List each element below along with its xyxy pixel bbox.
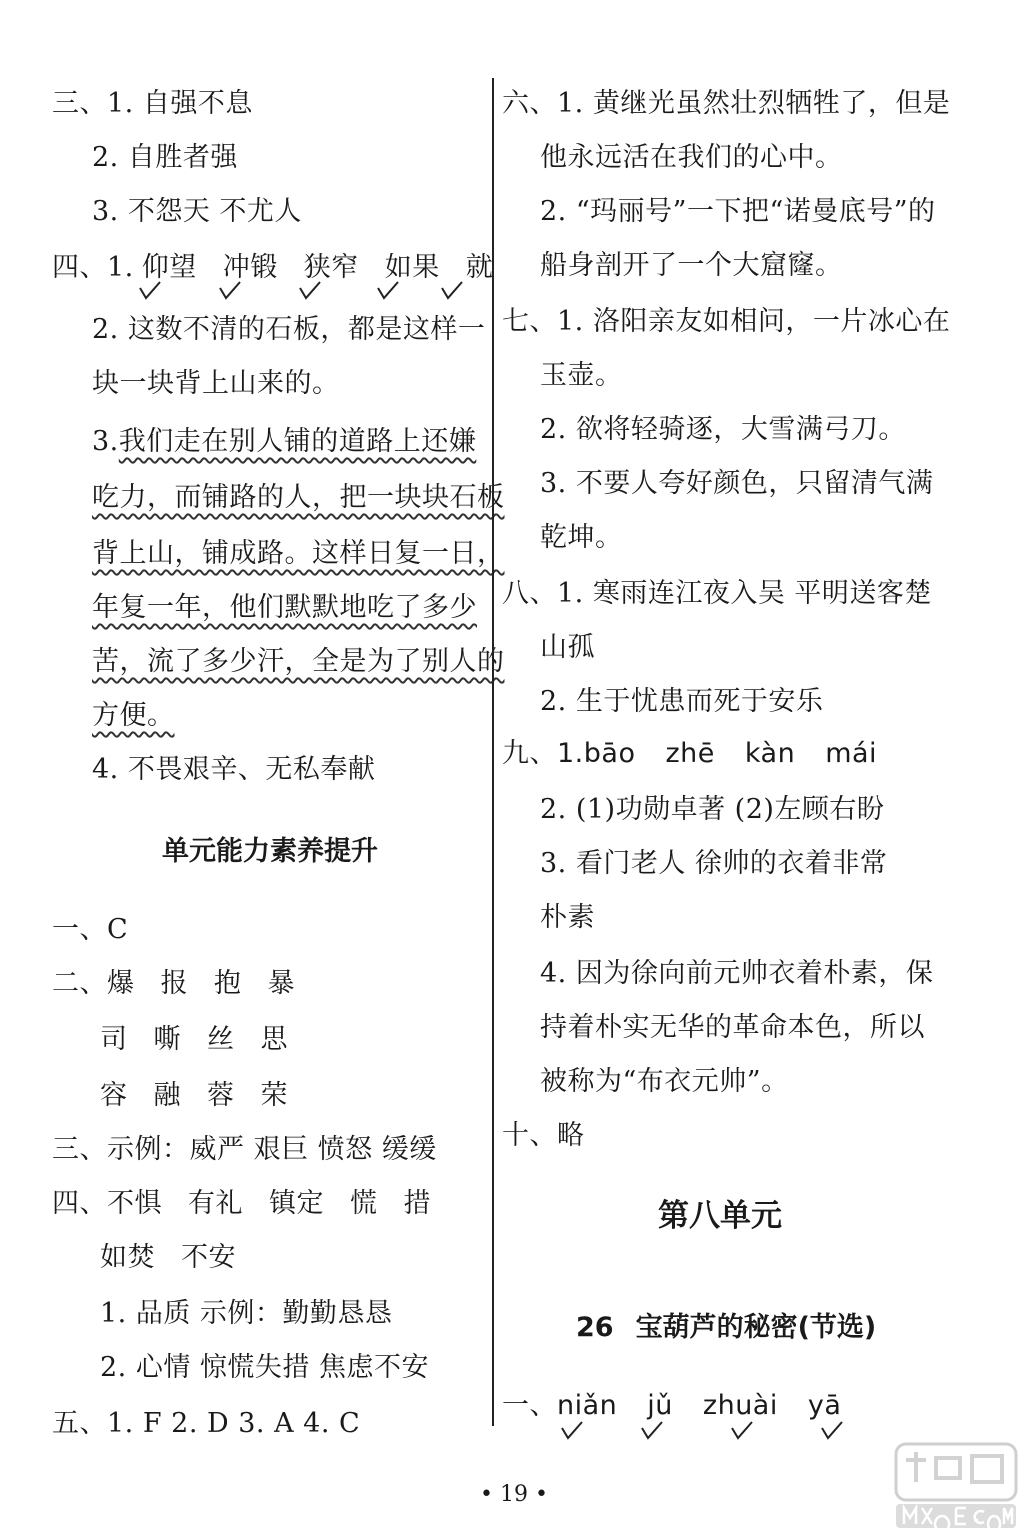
check-mark-icon bbox=[822, 1422, 842, 1438]
word: 有礼 bbox=[188, 1188, 243, 1219]
char: 容 bbox=[100, 1080, 128, 1111]
answer-line-pinyin bbox=[502, 736, 877, 772]
char: 融 bbox=[153, 1080, 181, 1111]
answer-line-chars bbox=[100, 1078, 288, 1114]
pinyin: niǎn bbox=[557, 1390, 618, 1421]
answer-line-words bbox=[52, 1186, 431, 1222]
answer-line bbox=[92, 644, 505, 680]
answer-line: 2. 生于忧患而死于安乐 bbox=[540, 686, 824, 717]
item-prefix: 四、1. bbox=[52, 252, 134, 283]
check-mark-icon bbox=[732, 1422, 752, 1438]
answer-line: 块一块背上山来的。 bbox=[92, 368, 340, 399]
check-mark-icon bbox=[562, 1422, 582, 1438]
watermark-logo bbox=[892, 1440, 1020, 1532]
answer-line: 2. 欲将轻骑逐，大雪满弓刀。 bbox=[540, 414, 906, 445]
answer-line: 三、1. 自强不息 bbox=[52, 88, 253, 119]
check-mark-icon bbox=[140, 282, 160, 298]
pinyin: zhuài bbox=[702, 1390, 778, 1421]
check-marks bbox=[120, 280, 480, 302]
word: 仰望 bbox=[141, 252, 197, 283]
char: 思 bbox=[260, 1024, 288, 1055]
word: 如果 bbox=[384, 252, 440, 283]
unit-title: 第八单元 bbox=[658, 1198, 782, 1234]
pinyin: kàn bbox=[744, 738, 796, 769]
answer-line: 2. “玛丽号”一下把“诺曼底号”的 bbox=[540, 196, 936, 227]
lesson-heading bbox=[576, 1310, 876, 1346]
word: 慌 bbox=[350, 1188, 378, 1219]
word: 不安 bbox=[181, 1242, 236, 1273]
lesson-number: 26 bbox=[576, 1312, 614, 1343]
answer-line: 五、1. F 2. D 3. A 4. C bbox=[52, 1408, 361, 1439]
answer-line: 3. 不怨天 不尤人 bbox=[92, 196, 302, 227]
answer-line bbox=[92, 536, 505, 572]
check-mark-icon bbox=[378, 282, 398, 298]
answer-line: 2. 心情 惊慌失措 焦虑不安 bbox=[100, 1352, 430, 1383]
page-number: • 19 • bbox=[480, 1482, 548, 1507]
underlined-text: 吃力，而铺路的人，把一块块石板 bbox=[92, 482, 505, 513]
char: 暴 bbox=[267, 968, 295, 999]
char: 荣 bbox=[260, 1080, 288, 1111]
pinyin: mái bbox=[825, 738, 878, 769]
check-mark-icon bbox=[442, 282, 462, 298]
check-marks bbox=[560, 1420, 860, 1442]
char: 蓉 bbox=[207, 1080, 235, 1111]
underlined-text: 年复一年，他们默默地吃了多少 bbox=[92, 592, 477, 623]
answer-line: 七、1. 洛阳亲友如相问，一片冰心在 bbox=[502, 306, 951, 337]
item-prefix: 二、 bbox=[52, 968, 107, 999]
answer-line: 六、1. 黄继光虽然壮烈牺牲了，但是 bbox=[502, 88, 951, 119]
word: 就 bbox=[465, 252, 494, 283]
item-prefix: 九、1. bbox=[502, 738, 584, 769]
answer-line: 2. 自胜者强 bbox=[92, 142, 238, 173]
answer-line-chars bbox=[100, 1022, 288, 1058]
lesson-title: 宝葫芦的秘密(节选) bbox=[635, 1312, 877, 1343]
answer-line: 山孤 bbox=[540, 632, 595, 663]
check-mark-icon bbox=[642, 1422, 662, 1438]
answer-line bbox=[92, 698, 175, 734]
column-divider bbox=[492, 78, 494, 1426]
answer-line: 3. 看门老人 徐帅的衣着非常 bbox=[540, 848, 888, 879]
answer-line: 4. 因为徐向前元帅衣着朴素，保 bbox=[540, 958, 934, 989]
pinyin: jǔ bbox=[647, 1390, 673, 1421]
pinyin: bāo bbox=[583, 738, 636, 769]
item-prefix: 四、 bbox=[52, 1188, 107, 1219]
check-mark-icon bbox=[220, 282, 240, 298]
word: 不惧 bbox=[107, 1188, 162, 1219]
char: 抱 bbox=[214, 968, 242, 999]
underlined-text: 背上山，铺成路。这样日复一日， bbox=[92, 538, 505, 569]
word: 镇定 bbox=[269, 1188, 324, 1219]
answer-line: 被称为“布衣元帅”。 bbox=[540, 1066, 789, 1097]
word: 措 bbox=[403, 1188, 431, 1219]
answer-line: 十、略 bbox=[502, 1120, 585, 1151]
char: 丝 bbox=[207, 1024, 235, 1055]
section-heading: 单元能力素养提升 bbox=[162, 836, 378, 867]
answer-line: 1. 品质 示例：勤勤恳恳 bbox=[100, 1298, 393, 1329]
answer-line: 3. 不要人夸好颜色，只留清气满 bbox=[540, 468, 934, 499]
underlined-text: 我们走在别人铺的道路上还嫌 bbox=[118, 426, 477, 457]
pinyin: yā bbox=[807, 1390, 842, 1421]
char: 报 bbox=[160, 968, 188, 999]
word: 如焚 bbox=[100, 1242, 155, 1273]
answer-line: 4. 不畏艰辛、无私奉献 bbox=[92, 754, 376, 785]
item-prefix: 一、 bbox=[502, 1390, 557, 1421]
answer-line: 玉壶。 bbox=[540, 360, 623, 391]
check-mark-icon bbox=[300, 282, 320, 298]
answer-line: 他永远活在我们的心中。 bbox=[540, 142, 843, 173]
answer-line: 2. (1)功勋卓著 (2)左顾右盼 bbox=[540, 794, 885, 825]
answer-line bbox=[92, 590, 477, 626]
answer-line: 持着朴实无华的革命本色，所以 bbox=[540, 1012, 925, 1043]
answer-line: 朴素 bbox=[540, 902, 595, 933]
word: 冲锻 bbox=[222, 252, 278, 283]
answer-line-pinyin bbox=[502, 1388, 841, 1424]
underlined-text: 方便。 bbox=[92, 700, 175, 731]
underlined-text: 苦，流了多少汗，全是为了别人的 bbox=[92, 646, 505, 677]
answer-line: 船身剖开了一个大窟窿。 bbox=[540, 250, 843, 281]
answer-line: 三、示例：威严 艰巨 愤怒 缓缓 bbox=[52, 1134, 437, 1165]
char: 嘶 bbox=[153, 1024, 181, 1055]
char: 司 bbox=[100, 1024, 128, 1055]
answer-line: 八、1. 寒雨连江夜入吴 平明送客楚 bbox=[502, 578, 932, 609]
answer-line-words bbox=[100, 1240, 236, 1276]
answer-line: 2. 这数不清的石板，都是这样一 bbox=[92, 314, 486, 345]
answer-line: 一、C bbox=[52, 914, 129, 945]
answer-line-chars bbox=[52, 966, 295, 1002]
item-number: 3. bbox=[92, 426, 119, 457]
char: 爆 bbox=[107, 968, 135, 999]
word: 狭窄 bbox=[303, 252, 359, 283]
pinyin: zhē bbox=[665, 738, 715, 769]
answer-line bbox=[92, 480, 505, 516]
answer-line bbox=[92, 424, 476, 460]
answer-line: 乾坤。 bbox=[540, 522, 623, 553]
